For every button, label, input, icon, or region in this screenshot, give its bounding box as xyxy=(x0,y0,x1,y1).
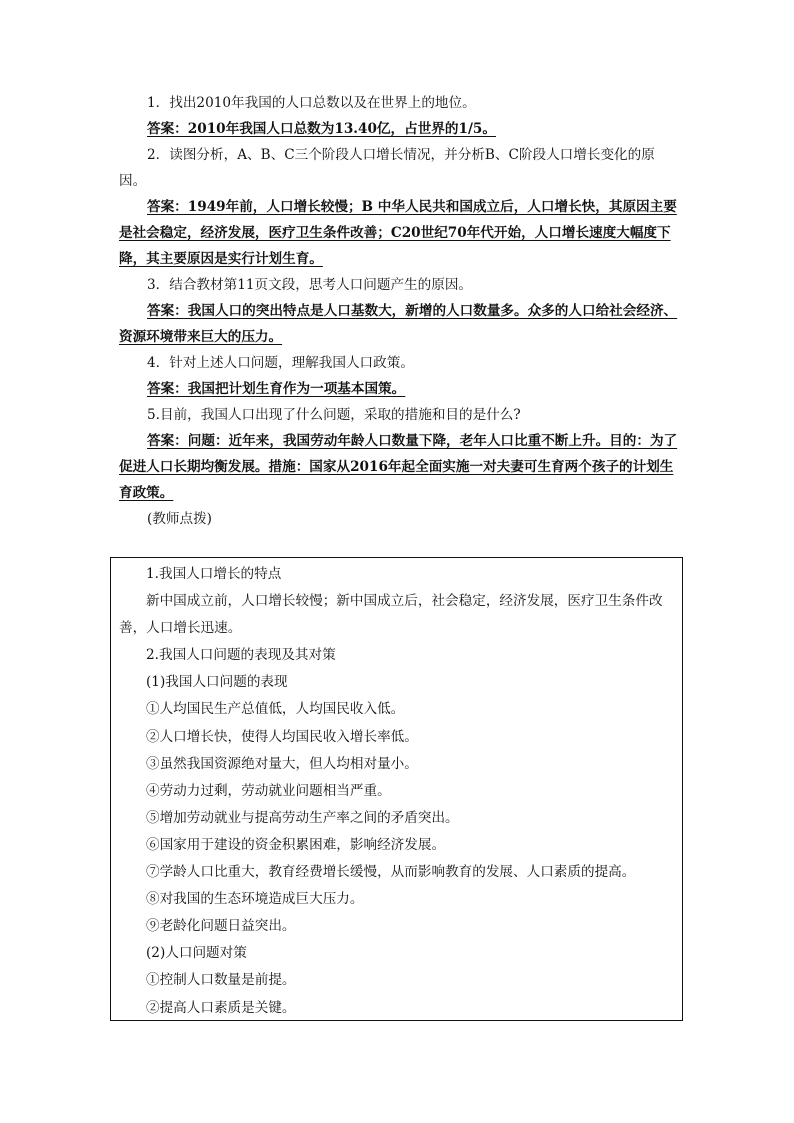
box-heading-2: 2.我国人口问题的表现及其对策 xyxy=(146,647,336,664)
problem-item: ⑨老龄化问题日益突出。 xyxy=(146,918,296,935)
exercise-section xyxy=(119,90,679,532)
box-subheading-measures: (2)人口问题对策 xyxy=(146,945,247,962)
problem-item: ①人均国民生产总值低，人均国民收入低。 xyxy=(146,701,405,718)
teacher-tip-box xyxy=(110,557,683,1021)
teacher-tip-label: (教师点拨) xyxy=(147,511,212,527)
answer-3: 答案：我国人口的突出特点是人口基数大，新增的人口数量多。众多的人口给社会经济、资源环境带来巨大的压力。 xyxy=(119,303,678,345)
answer-5: 答案：问题：近年来，我国劳动年龄人口数量下降，老年人口比重不断上升。目的：为了促进人口长期均衡发展。措施：国家从2016年起全面实施一对夫妻可生育两个孩子的计划生育政策。 xyxy=(119,433,678,501)
problem-item: ②人口增长快，使得人均国民收入增长率低。 xyxy=(146,728,418,745)
question-3: 3．结合教材第11页文段，思考人口问题产生的原因。 xyxy=(147,277,473,293)
question-2: 2．读图分析，A、B、C三个阶段人口增长情况，并分析B、C阶段人口增长变化的原因。 xyxy=(119,147,655,189)
answer-2: 答案：1949年前，人口增长较慢；B 中华人民共和国成立后，人口增长快，其原因主要是社会稳定，经济发展，医疗卫生条件改善；C20世纪70年代开始，人口增长速度大幅度下降，其主要原因是实行计划生育。 xyxy=(119,199,677,267)
box-heading-1: 1.我国人口增长的特点 xyxy=(146,566,282,582)
box-text-1: 新中国成立前，人口增长较慢；新中国成立后，社会稳定，经济发展，医疗卫生条件改善，人口增长迅速。 xyxy=(119,593,663,637)
problem-item: ③虽然我国资源绝对量大，但人均相对量小。 xyxy=(146,755,418,772)
problem-item: ⑤增加劳动就业与提高劳动生产率之间的矛盾突出。 xyxy=(146,809,459,826)
problem-item: ⑧对我国的生态环境造成巨大压力。 xyxy=(146,891,364,908)
question-1: 1．找出2010年我国的人口总数以及在世界上的地位。 xyxy=(147,95,476,111)
question-5: 5.目前，我国人口出现了什么问题，采取的措施和目的是什么? xyxy=(147,407,521,423)
box-subheading-problems: (1)我国人口问题的表现 xyxy=(146,674,288,691)
measure-item: ①控制人口数量是前提。 xyxy=(146,972,296,989)
answer-4: 答案：我国把计划生育作为一项基本国策。 xyxy=(147,381,406,397)
problem-item: ⑥国家用于建设的资金积累困难，影响经济发展。 xyxy=(146,836,446,853)
problem-item: ④劳动力过剩，劳动就业问题相当严重。 xyxy=(146,782,391,799)
question-4: 4．针对上述人口问题，理解我国人口政策。 xyxy=(147,355,414,371)
problem-item: ⑦学龄人口比重大，教育经费增长缓慢，从而影响教育的发展、人口素质的提高。 xyxy=(146,864,636,881)
answer-1: 答案：2010年我国人口总数为13.40亿，占世界的1/5。 xyxy=(147,121,496,137)
measure-item: ②提高人口素质是关键。 xyxy=(146,999,296,1016)
